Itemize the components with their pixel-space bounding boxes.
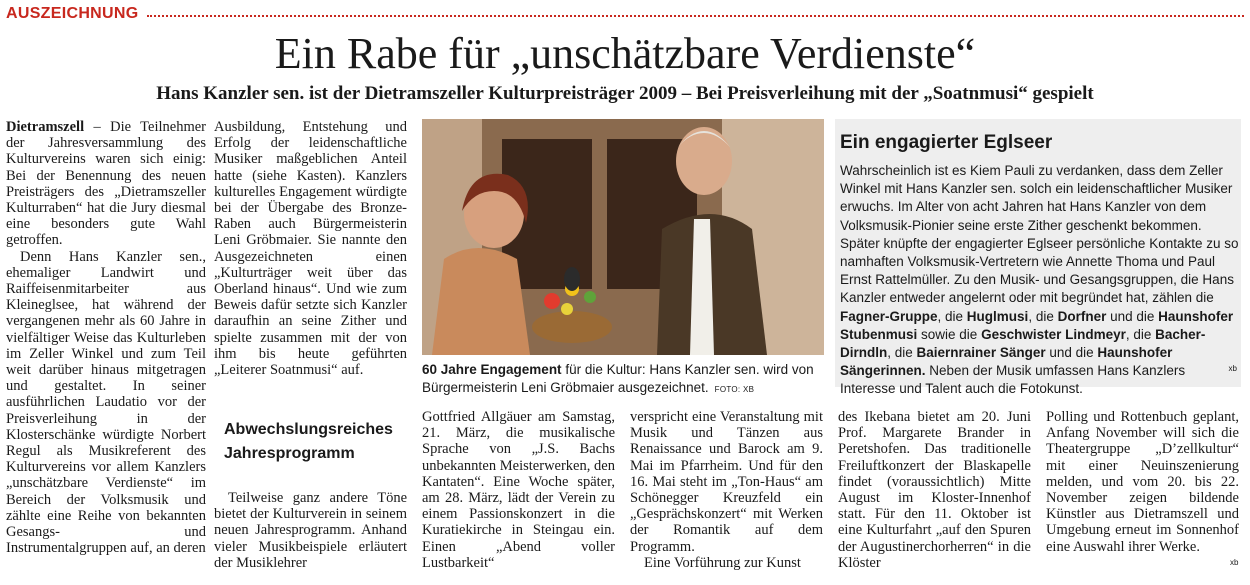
paragraph-4: Teilweise ganz andere Töne bietet der Kulturverein in seinem neuen Jahresprogramm. Anhand vieler Musikbeispiele erläutert der Musiklehrer — [214, 490, 407, 571]
info-box-text: Wahrscheinlich ist es Kiem Pauli zu verdanken, dass dem Zeller Winkel mit Hans Kanzler sen. solch ein leidenschaftlicher Musiker erwuchs. Im Alter von acht Jahren hat Hans Kanzler von dem Volksmusik-Pionier seine erste Zither geschenkt bekommen. Später knüpfte der engagierter Eglseer persönliche Kontakte zu so namhaften Volksmusik-Vertretern wie Annette Thoma und Paul Ernst Rattelmüller. Zu den Musik- und Gesangsgruppen, die Hans Kanzler entweder angelernt oder mit begründet hat, zählen die Fagner-Gruppe, die Huglmusi, die Dorfner und die Haunshofer Stubenmusi sowie die Geschwister Lindmeyr, die Bacher-Dirndln, die Baiernrainer Sänger und die Haunshofer Sängerinnen. Neben der Musik umfassen Hans Kanzlers Interesse und Talent auch die Fotokunst. — [840, 163, 1239, 397]
article-column-5 — [838, 409, 1031, 579]
paragraph-8: des Ikebana bietet am 20. Juni Prof. Margarete Brander in Peretshofen. Das traditionelle Freiluftkonzert der Blaskapelle findet (voraussichtlich) Mitte August im Kloster-Innenhof statt. Für den 11. Oktober ist eine Kulturfahrt „auf den Spuren der Augustinerchorherren“ in die Klöster — [838, 409, 1031, 571]
headline: Ein Rabe für „unschätzbare Verdienste“ — [274, 29, 976, 78]
kicker-label: AUSZEICHNUNG — [6, 5, 139, 22]
article-column-6 — [1046, 409, 1239, 579]
article-column-3 — [422, 409, 615, 579]
paragraph-1: Dietramszell – Die Teilnehmer der Jahresversammlung des Kulturvereins waren sich einig: Bei der Benennung des neuen Preisträgers des „Dietramszeller Kulturraben“ hat die Jury diesmal eine besonders gute Wahl getroffen. — [6, 119, 206, 249]
photo-illustration — [422, 119, 824, 355]
section-kicker — [6, 4, 1244, 24]
caption-lead: 60 Jahre Engagement — [422, 362, 562, 377]
info-box — [835, 119, 1241, 397]
article-signature: xb — [1230, 558, 1239, 567]
paragraph-6: verspricht eine Veranstaltung mit Musik und Tänzen aus Renaissance und Barock am 9. Mai im Pfarrheim. Und für den 16. Mai steht im „Ton-Haus“ am Schönegger Kreuzfeld ein „Gesprächskonzert“ mit Werken der Romantik auf dem Programm. — [630, 409, 823, 555]
article-column-4 — [630, 409, 823, 579]
photo-credit: FOTO: XB — [714, 385, 755, 394]
info-box-title: Ein engagierter Eglseer — [840, 132, 1053, 153]
article-column-2-bottom — [214, 490, 407, 580]
paragraph-3: Ausbildung, Entstehung und Erfolg der leidenschaftliche Musiker maßgeblichen Anteil hatte (siehe Kasten). Kanzlers kulturelles Engagement würdigte bei der Übergabe des Bronze-Raben auch Bürgermeisterin Leni Gröbmaier. Sie nannte den Ausgezeichneten einen „Kulturträger weit über das Oberland hinaus“. Und wie zum Beweis dafür setzte sich Kanzler daraufhin an seine Zither und spielte zusammen mit der von ihm bis heute geführten „Leiterer Soatnmusi“ auf. — [214, 119, 407, 379]
award-photo — [422, 119, 824, 355]
info-box-signature: xb — [1228, 364, 1237, 373]
kicker-dotted-rule — [147, 15, 1245, 17]
photo-caption — [422, 361, 826, 399]
subheadline: Hans Kanzler sen. ist der Dietramszeller Kulturpreisträger 2009 – Bei Preisverleihung mit der „Soatnmusi“ gespielt — [156, 83, 1094, 104]
article-column-2-top — [214, 119, 407, 397]
paragraph-7: Eine Vorführung zur Kunst — [644, 554, 801, 571]
article-column-1 — [6, 119, 206, 579]
dateline: Dietramszell — [6, 119, 85, 135]
section-subhead: Abwechslungsreiches Jahresprogramm — [224, 421, 393, 462]
caption-text: für die Kultur: Hans Kanzler sen. wird von Bürgermeisterin Leni Gröbmaier ausgezeichnet. — [422, 362, 814, 395]
paragraph-2: Denn Hans Kanzler sen., ehemaliger Landwirt und Raiffeisenmitarbeiter aus Kleineglsee, hat während der vergangenen mehr als 60 Jahre in vielfältiger Weise das Kulturleben im Zeller Winkel und zum Teil weit darüber hinaus mitgetragen und gestaltet. In seiner ausführlichen Laudatio vor der Preisverleihung in der Klosterschänke würdigte Norbert Regul als Musikreferent des Kulturvereins vor allem Kanzlers „unschätzbare Verdienste“ im Bereich der Volksmusik und zählte eine Reihe von bekannten Gesangs- und Instrumentalgruppen auf, an deren — [6, 248, 206, 557]
paragraph-9: Polling und Rottenbuch geplant, Anfang November will sich die Theatergruppe „D’zellkultur“ mit einer Neuinszenierung melden, und vom 20. bis 22. November zeigen bildende Künstler aus Dietramszell und Umgebung erneut im Sonnenhof eine Auswahl ihrer Werke. — [1046, 409, 1239, 555]
paragraph-5: Gottfried Allgäuer am Samstag, 21. März, die musikalische Sprache von „J.S. Bachs unbekannten Meisterwerken, den Kantaten“. Eine Woche später, am 28. März, lädt der Verein zu einem Passionskonzert in die Kuratiekirche in Steingau ein. Einen „Abend voller Lustbarkeit“ — [422, 409, 615, 571]
